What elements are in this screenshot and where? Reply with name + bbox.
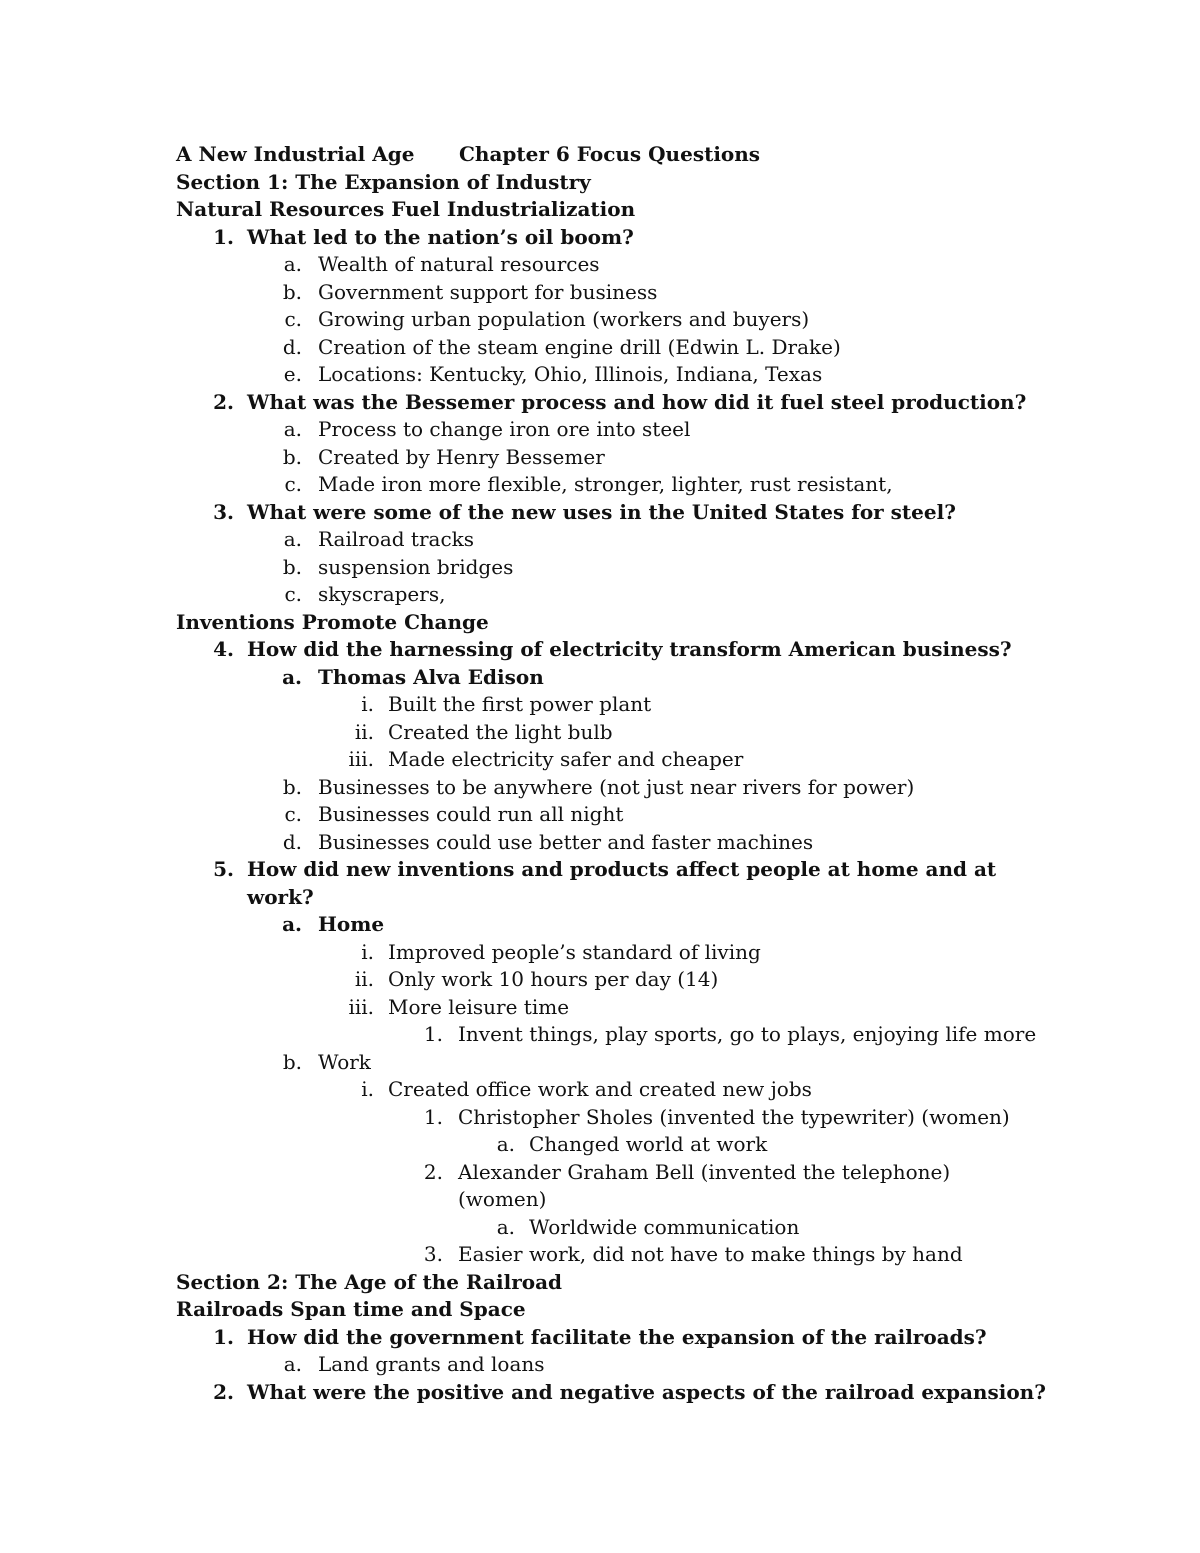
list-marker: 1.: [423, 1104, 443, 1129]
chapter-heading: Chapter 6 Focus Questions: [459, 142, 761, 166]
line-text: Created the light bulb: [388, 719, 613, 744]
list-marker: a.: [283, 417, 302, 441]
line-text: How did the government facilitate the expansion of the railroads?: [247, 1324, 987, 1349]
line-text: Improved people’s standard of living: [388, 939, 761, 964]
list-marker: ii.: [354, 967, 374, 991]
list-marker: 5.: [213, 857, 234, 881]
list-marker: 1.: [213, 224, 234, 249]
line-text: More leisure time: [388, 994, 570, 1019]
line-text: Created office work and created new jobs: [388, 1077, 812, 1101]
list-marker: 1.: [423, 1022, 443, 1046]
list-marker: 2.: [423, 1159, 443, 1184]
list-marker: b.: [282, 1049, 302, 1074]
line-text: suspension bridges: [318, 554, 514, 579]
line-text: Businesses could run all night: [318, 802, 624, 826]
line-text: Easier work, did not have to make things by hand: [458, 1242, 963, 1266]
list-marker: ii.: [354, 719, 374, 744]
line-text: Land grants and loans: [318, 1352, 545, 1376]
line-text: skyscrapers,: [318, 582, 446, 606]
line-text: What were some of the new uses in the United States for steel?: [247, 499, 956, 524]
list-marker: iii.: [348, 747, 374, 771]
list-marker: b.: [282, 554, 302, 579]
list-marker: 2.: [213, 389, 234, 414]
line-text: Changed world at work: [529, 1132, 768, 1156]
line-text: How did new inventions and products affect people at home and at: [247, 857, 997, 881]
list-marker: 3.: [423, 1242, 443, 1266]
list-marker: c.: [284, 307, 302, 331]
list-marker: i.: [361, 939, 374, 964]
line-text: Worldwide communication: [529, 1214, 800, 1239]
list-marker: i.: [361, 1077, 374, 1101]
line-text: What were the positive and negative aspects of the railroad expansion?: [247, 1379, 1046, 1404]
line-text: Businesses could use better and faster machines: [318, 829, 814, 854]
line-text: Christopher Sholes (invented the typewriter) (women): [458, 1104, 1010, 1129]
line-text: Businesses to be anywhere (not just near rivers for power): [318, 774, 915, 799]
list-marker: 2.: [213, 1379, 234, 1404]
list-marker: 1.: [213, 1324, 234, 1349]
line-text: How did the harnessing of electricity transform American business?: [247, 637, 1012, 661]
list-marker: c.: [284, 582, 302, 606]
line-text: Only work 10 hours per day (14): [388, 967, 719, 991]
line-text: Section 1: The Expansion of Industry: [176, 169, 591, 194]
line-text: Railroad tracks: [318, 527, 475, 551]
line-text: What led to the nation’s oil boom?: [247, 224, 634, 249]
list-marker: a.: [283, 1352, 302, 1376]
line-text: Created by Henry Bessemer: [318, 444, 605, 469]
list-marker: i.: [361, 692, 374, 716]
line-text: Locations: Kentucky, Ohio, Illinois, Indiana, Texas: [318, 362, 823, 386]
line-text: work?: [247, 884, 314, 909]
list-marker: b.: [282, 279, 302, 304]
list-marker: iii.: [348, 994, 374, 1019]
list-marker: a.: [283, 252, 302, 276]
line-text: Thomas Alva Edison: [318, 664, 544, 689]
line-text: Built the first power plant: [388, 692, 652, 716]
line-text: Invent things, play sports, go to plays, enjoying life more: [458, 1022, 1037, 1046]
list-marker: d.: [282, 334, 302, 359]
line-text: Wealth of natural resources: [318, 252, 600, 276]
list-marker: c.: [284, 802, 302, 826]
list-marker: a.: [496, 1214, 515, 1239]
line-text: What was the Bessemer process and how did it fuel steel production?: [247, 389, 1027, 414]
line-text: Creation of the steam engine drill (Edwin L. Drake): [318, 334, 841, 359]
list-marker: 4.: [213, 637, 234, 661]
line-text: Section 2: The Age of the Railroad: [176, 1269, 563, 1294]
list-marker: a.: [283, 527, 302, 551]
line-text: Made iron more flexible, stronger, lighter, rust resistant,: [318, 472, 893, 496]
list-marker: d.: [282, 829, 302, 854]
list-marker: b.: [282, 774, 302, 799]
line-text: Growing urban population (workers and buyers): [318, 307, 810, 331]
list-marker: e.: [283, 362, 302, 386]
list-marker: a.: [282, 912, 302, 936]
line-text: Made electricity safer and cheaper: [388, 747, 744, 771]
line-text: (women): [458, 1187, 547, 1211]
list-marker: b.: [282, 444, 302, 469]
line-text: Inventions Promote Change: [176, 609, 489, 634]
line-text: Railroads Span time and Space: [176, 1297, 526, 1321]
list-marker: 3.: [213, 499, 234, 524]
line-text: Natural Resources Fuel Industrialization: [176, 197, 636, 221]
document-title: A New Industrial Age: [176, 142, 415, 166]
line-text: Home: [318, 912, 385, 936]
list-marker: a.: [496, 1132, 515, 1156]
line-text: Work: [318, 1049, 371, 1074]
line-text: Alexander Graham Bell (invented the telephone): [458, 1159, 951, 1184]
list-marker: c.: [284, 472, 302, 496]
list-marker: a.: [282, 664, 302, 689]
line-text: Government support for business: [318, 279, 658, 304]
line-text: Process to change iron ore into steel: [318, 417, 691, 441]
